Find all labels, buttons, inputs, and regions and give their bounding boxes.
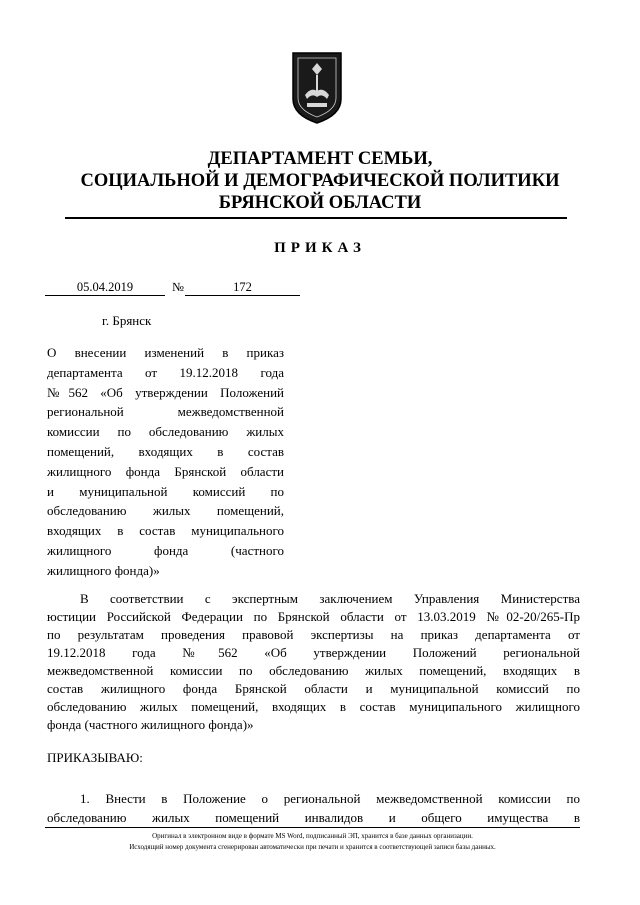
item-line: обследованию жилых помещений инвалидов и общего имущества в <box>47 810 580 825</box>
subject-line: департамента от 19.12.2018 года <box>47 364 284 380</box>
preamble-line: 19.12.2018 года №562 «Об утверждении Положений региональной <box>47 645 580 660</box>
footer-line-1: Оригинал в электронном виде в формате MS Word, подписанный ЭП, хранится в базе данных организации. <box>152 832 473 840</box>
footer-note <box>45 831 580 853</box>
organization-name <box>60 148 580 214</box>
preamble-line: фонда (частного жилищного фонда)» <box>47 717 254 732</box>
preamble-line: межведомственной комиссии по обследованию жилых помещений, входящих в <box>47 663 580 678</box>
number-sign: № <box>172 280 184 294</box>
coat-of-arms-emblem <box>289 49 345 125</box>
org-name-line-3: БРЯНСКОЙ ОБЛАСТИ <box>218 193 422 213</box>
subject-line: №562 «Об утверждении Положений <box>47 384 284 400</box>
preamble-line: по результатам проведения правовой экспертизы на приказ департамента от <box>47 627 580 642</box>
preamble-line: обследованию жилых помещений, входящих в состав муниципального жилищного <box>47 699 580 714</box>
document-type-title: ПРИКАЗ <box>274 240 366 256</box>
order-subject <box>47 343 284 581</box>
order-number: 172 <box>185 280 300 296</box>
header-divider <box>65 217 567 219</box>
subject-line: помещений, входящих в состав <box>47 443 284 459</box>
subject-line: жилищного фонда Брянской области <box>47 463 284 479</box>
subject-line: О внесении изменений в приказ <box>47 345 284 360</box>
decree-word: ПРИКАЗЫВАЮ: <box>47 750 143 765</box>
order-date: 05.04.2019 <box>45 280 165 296</box>
org-name-line-2: СОЦИАЛЬНОЙ И ДЕМОГРАФИЧЕСКОЙ ПОЛИТИКИ <box>80 171 560 191</box>
org-name-line-1: ДЕПАРТАМЕНТ СЕМЬИ, <box>207 149 433 169</box>
order-item-1 <box>47 789 580 827</box>
preamble-line: В соответствии с экспертным заключением Управления Министерства <box>80 591 580 606</box>
subject-line: жилищного фонда)» <box>47 562 160 578</box>
subject-line: и муниципальной комиссий по <box>47 483 284 499</box>
footer-divider <box>45 827 580 828</box>
subject-line: региональной межведомственной <box>47 404 284 420</box>
subject-line: входящих в состав муниципального <box>47 523 284 539</box>
item-line: 1. Внести в Положение о региональной межведомственной комиссии по <box>80 791 580 806</box>
subject-line: обследованию жилых помещений, <box>47 503 284 519</box>
subject-line: жилищного фонда (частного <box>47 542 284 558</box>
preamble-paragraph <box>47 590 580 734</box>
preamble-line: юстиции Российской Федерации по Брянской области от 13.03.2019 №02-20/265-Пр <box>47 609 580 624</box>
city-name: г. Брянск <box>102 313 152 328</box>
footer-line-2: Исходящий номер документа сгенерирован автоматически при печати и хранится в соответствующей записи базы данных. <box>129 843 496 851</box>
subject-line: комиссии по обследованию жилых <box>47 424 284 440</box>
preamble-line: состав жилищного фонда Брянской области и муниципальной комиссий по <box>47 681 580 696</box>
